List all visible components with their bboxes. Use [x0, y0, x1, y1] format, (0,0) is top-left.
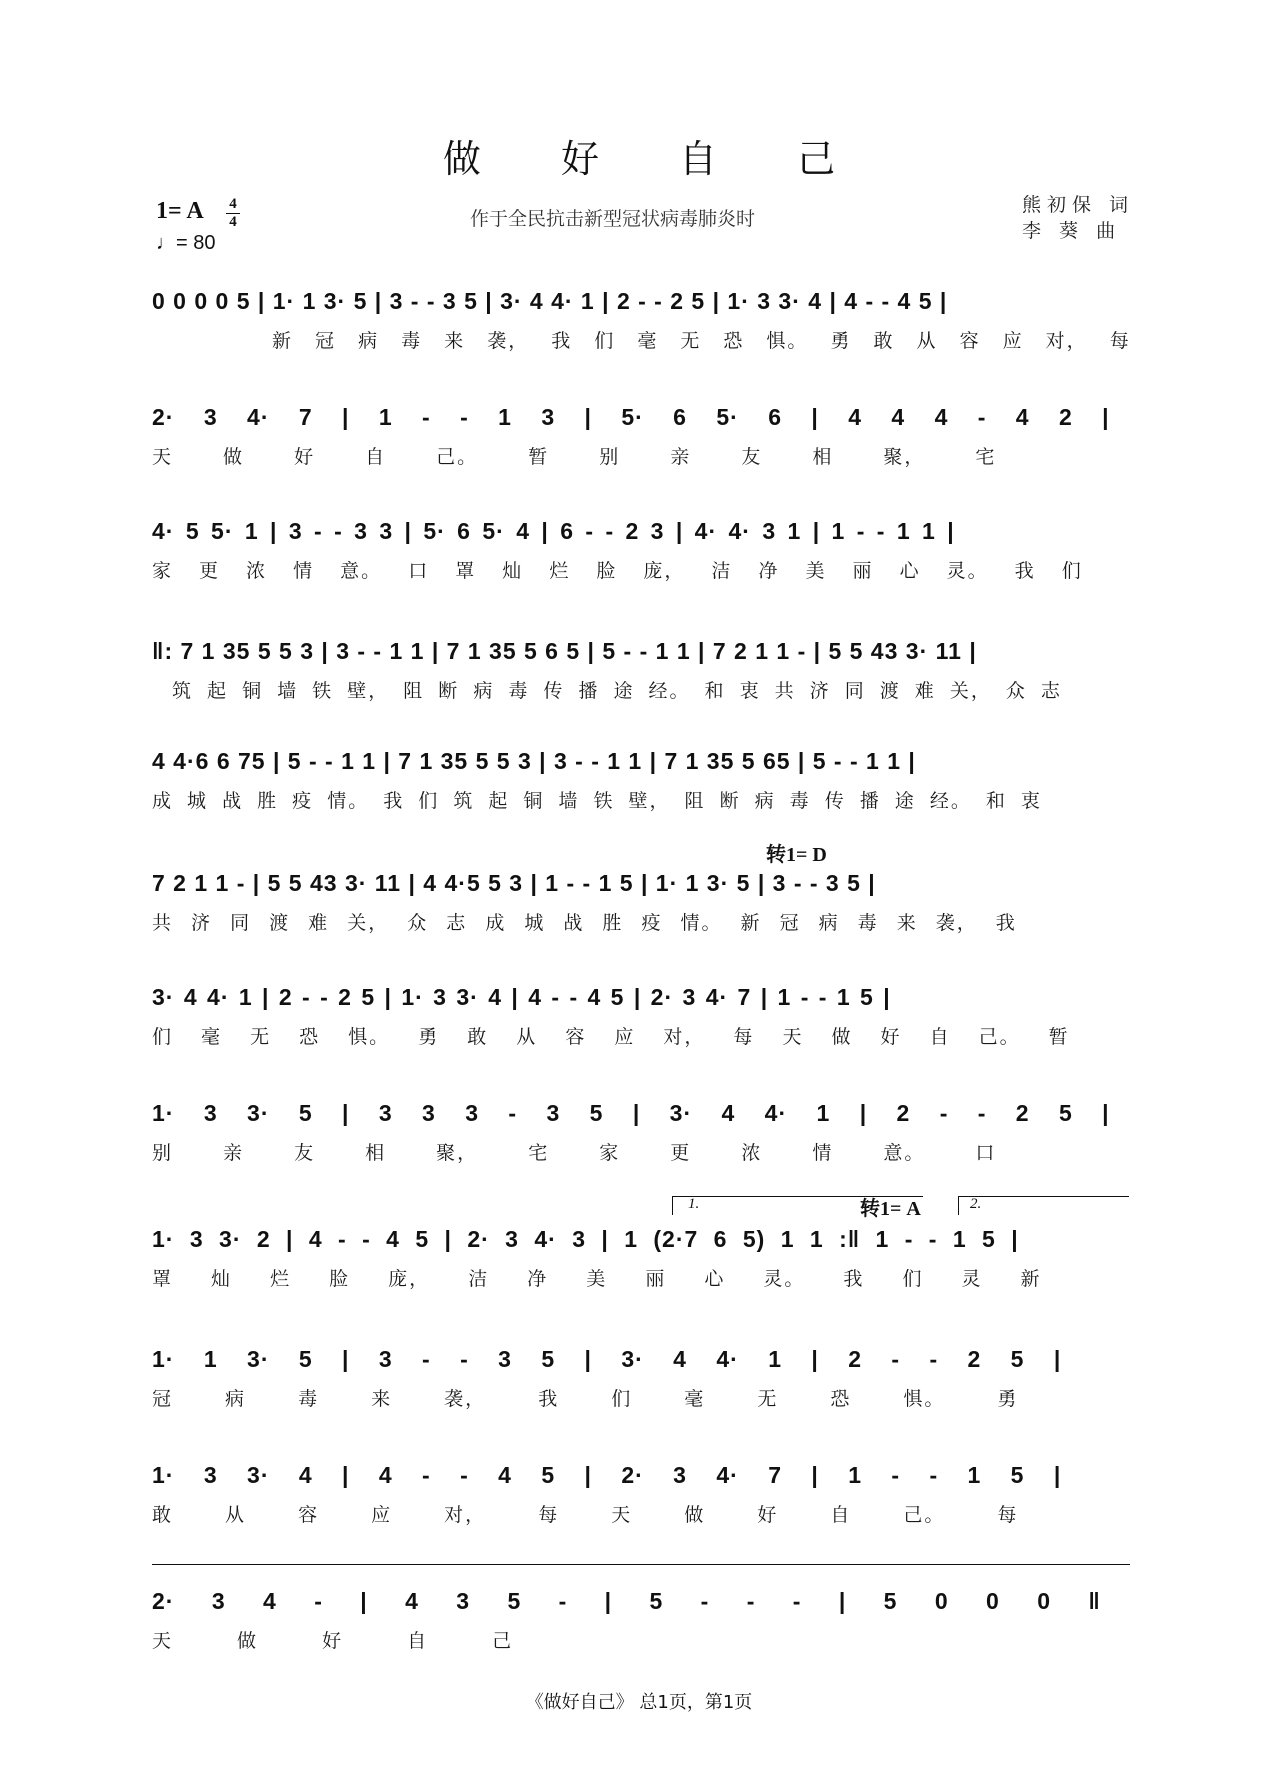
- notes-line: 1· 3 3· 2 | 4 - - 4 5 | 2· 3 4· 3 | 1 (2·7 6 5) 1 1 :‖ 1 - - 1 5 |: [152, 1226, 1019, 1252]
- lyrics-line: 冠 病 毒 来 袭， 我 们 毫 无 恐 惧。 勇: [152, 1388, 1019, 1410]
- staff-row-9: [152, 1226, 1134, 1290]
- lyrics-line: 天 做 好 自 己: [152, 1630, 514, 1652]
- time-signature: [226, 196, 240, 231]
- lyrics-line: 筑 起 铜 墙 铁 壁， 阻 断 病 毒 传 播 途 经。 和 衷 共 济 同 渡 难 关， 众 志: [172, 680, 1062, 702]
- notes-line: 7 2 1 1 - | 5 5 43 3· 11 | 4 4·5 5 3 | 1 - - 1 5 | 1· 1 3· 5 | 3 - - 3 5 |: [152, 870, 876, 896]
- lyrics-line: 共 济 同 渡 难 关， 众 志 成 城 战 胜 疫 情。 新 冠 病 毒 来 袭， 我: [152, 912, 1017, 934]
- song-title: 做 好 自 己: [442, 137, 870, 181]
- notes-line: 2· 3 4 - | 4 3 5 - | 5 - - - | 5 0 0 0 ‖: [152, 1588, 1101, 1614]
- time-signature-top: 4: [229, 196, 237, 212]
- notes-line: 3· 4 4· 1 | 2 - - 2 5 | 1· 3 3· 4 | 4 - - 4 5 | 2· 3 4· 7 | 1 - - 1 5 |: [152, 984, 891, 1010]
- staff-row-11: [152, 1462, 1134, 1526]
- notes-line: 4· 5 5· 1 | 3 - - 3 3 | 5· 6 5· 4 | 6 - - 2 3 | 4· 4· 3 1 | 1 - - 1 1 |: [152, 518, 955, 544]
- song-subtitle: 作于全民抗击新型冠状病毒肺炎时: [470, 208, 756, 230]
- page-footer: 《做好自己》 总1页，第1页: [525, 1692, 753, 1713]
- volta-number-1: 1.: [688, 1196, 700, 1212]
- staff-row-10: [152, 1346, 1134, 1410]
- tempo-marking: ♩= 80: [156, 232, 216, 254]
- notes-line: 1· 1 3· 5 | 3 - - 3 5 | 3· 4 4· 1 | 2 - - 2 5 |: [152, 1346, 1062, 1372]
- key-signature: 1= A: [156, 198, 204, 224]
- time-signature-bottom: 4: [229, 214, 237, 230]
- final-system-line: [152, 1564, 1130, 1565]
- staff-row-5: [152, 748, 1134, 812]
- lyrics-line: 别 亲 友 相 聚， 宅 家 更 浓 情 意。 口: [152, 1142, 997, 1164]
- modulation-to-a: 转1= A: [860, 1198, 921, 1220]
- lyrics-line: 敢 从 容 应 对， 每 天 做 好 自 己。 每: [152, 1504, 1019, 1526]
- lyrics-line: 新 冠 病 毒 来 袭， 我 们 毫 无 恐 惧。 勇 敢 从 容 应 对， 每: [272, 330, 1131, 352]
- notes-line: 4 4·6 6 75 | 5 - - 1 1 | 7 1 35 5 5 3 | 3 - - 1 1 | 7 1 35 5 65 | 5 - - 1 1 |: [152, 748, 916, 774]
- notes-line: ‖: 7 1 35 5 5 3 | 3 - - 1 1 | 7 1 35 5 6 5 | 5 - - 1 1 | 7 2 1 1 - | 5 5 43 3· 11 |: [152, 638, 977, 664]
- notes-line: 0 0 0 0 5 | 1· 1 3· 5 | 3 - - 3 5 | 3· 4 4· 1 | 2 - - 2 5 | 1· 3 3· 4 | 4 - - 4 5 |: [152, 288, 948, 314]
- notes-line: 1· 3 3· 4 | 4 - - 4 5 | 2· 3 4· 7 | 1 - - 1 5 |: [152, 1462, 1062, 1488]
- staff-row-1: [152, 288, 1134, 352]
- staff-row-12: [152, 1588, 1134, 1652]
- lyrics-line: 们 毫 无 恐 惧。 勇 敢 从 容 应 对， 每 天 做 好 自 己。 暂: [152, 1026, 1070, 1048]
- volta-number-2: 2.: [970, 1196, 982, 1212]
- lyrics-line: 罩 灿 烂 脸 庞， 洁 净 美 丽 心 灵。 我 们 灵 新: [152, 1268, 1042, 1290]
- notes-line: 1· 3 3· 5 | 3 3 3 - 3 5 | 3· 4 4· 1 | 2 - - 2 5 |: [152, 1100, 1110, 1126]
- staff-row-4: [152, 638, 1134, 702]
- composer-credit: 李 葵 曲: [1022, 220, 1122, 242]
- staff-row-3: [152, 518, 1134, 582]
- staff-row-6: [152, 870, 1134, 934]
- lyrics-line: 成 城 战 胜 疫 情。 我 们 筑 起 铜 墙 铁 壁， 阻 断 病 毒 传 播 途 经。 和 衷: [152, 790, 1042, 812]
- notes-line: 2· 3 4· 7 | 1 - - 1 3 | 5· 6 5· 6 | 4 4 4 - 4 2 |: [152, 404, 1110, 430]
- staff-row-8: [152, 1100, 1134, 1164]
- lyricist-credit: 熊初保 词: [1022, 194, 1135, 216]
- staff-row-2: [152, 404, 1134, 468]
- lyrics-line: 天 做 好 自 己。 暂 别 亲 友 相 聚， 宅: [152, 446, 997, 468]
- volta-bracket-2: [958, 1196, 1129, 1215]
- lyrics-line: 家 更 浓 情 意。 口 罩 灿 烂 脸 庞， 洁 净 美 丽 心 灵。 我 们: [152, 560, 1083, 582]
- modulation-to-d: 转1= D: [766, 844, 827, 866]
- staff-row-7: [152, 984, 1134, 1048]
